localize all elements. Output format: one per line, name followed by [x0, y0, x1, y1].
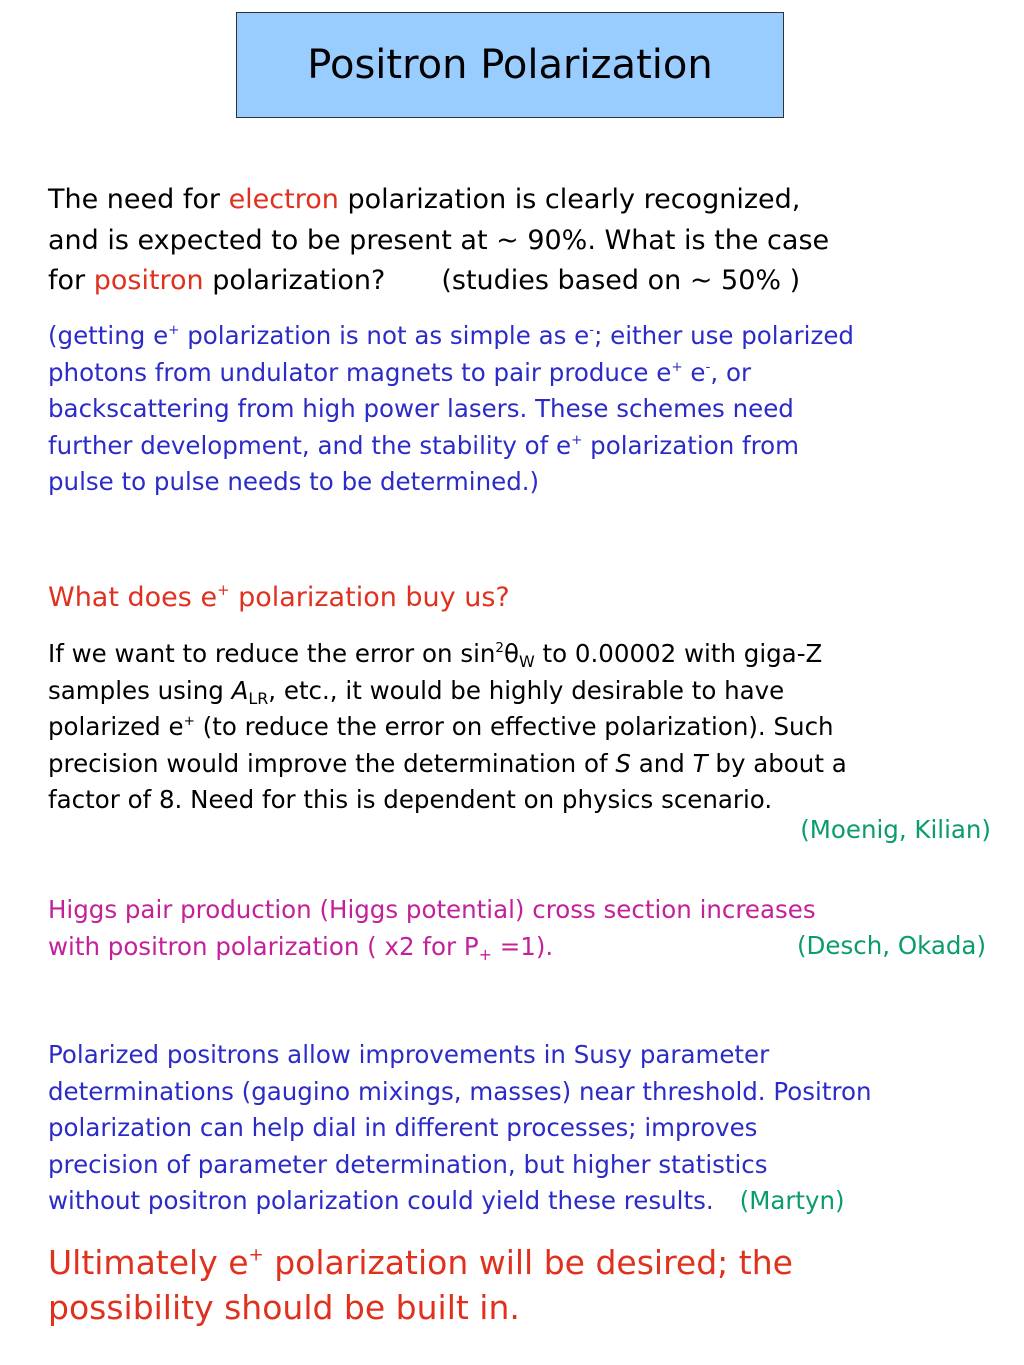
electron-highlight: electron	[228, 184, 339, 215]
title-box	[236, 12, 784, 118]
page-title: Positron Polarization	[307, 42, 713, 88]
positron-highlight: positron	[93, 265, 204, 296]
weak-mixing-paragraph: If we want to reduce the error on $\sin^2\theta_W$ to 0.00002 with giga-Z samples using $A_{LR}$, etc., it would be highly desirable to have polarized e+ (to reduce the error on effective polarization). Such precision would improve the determination of S and T by about a factor of 8. Need for this is dependent on physics scenario.	[48, 639, 847, 814]
citation-martyn: (Martyn)	[739, 1186, 845, 1215]
citation-desch-okada: (Desch, Okada)	[796, 931, 986, 960]
section-heading: What does e+ polarization buy us?	[48, 580, 510, 613]
studies-note: (studies based on ~ 50% )	[441, 265, 801, 296]
citation-moenig-kilian: (Moenig, Kilian)	[800, 815, 991, 844]
higgs-paragraph: Higgs pair production (Higgs potential) cross section increases with positron polarization ( x2 for $P_+ =1$).	[48, 895, 816, 964]
positron-method-paragraph: (getting e+ polarization is not as simple as e-; either use polarized photons from undulator magnets to pair produce e+ e-, or backscattering from high power lasers. These schemes need further development, and the stability of e+ polarization from pulse to pulse needs to be determined.)	[48, 321, 854, 496]
conclusion-paragraph: Ultimately e+ polarization will be desired; the possibility should be built in.	[48, 1243, 793, 1327]
susy-paragraph: Polarized positrons allow improvements in Susy parameter determinations (gaugino mixings, masses) near threshold. Positron polarization can help dial in different processes; improves precision of parameter determination, but higher statistics without positron polarization could yield these results. (Martyn)	[48, 1040, 872, 1215]
intro-paragraph: The need for electron polarization is clearly recognized, and is expected to be present at ~ 90%. What is the case for positron polarization? (studies based on ~ 50% )	[48, 184, 830, 296]
